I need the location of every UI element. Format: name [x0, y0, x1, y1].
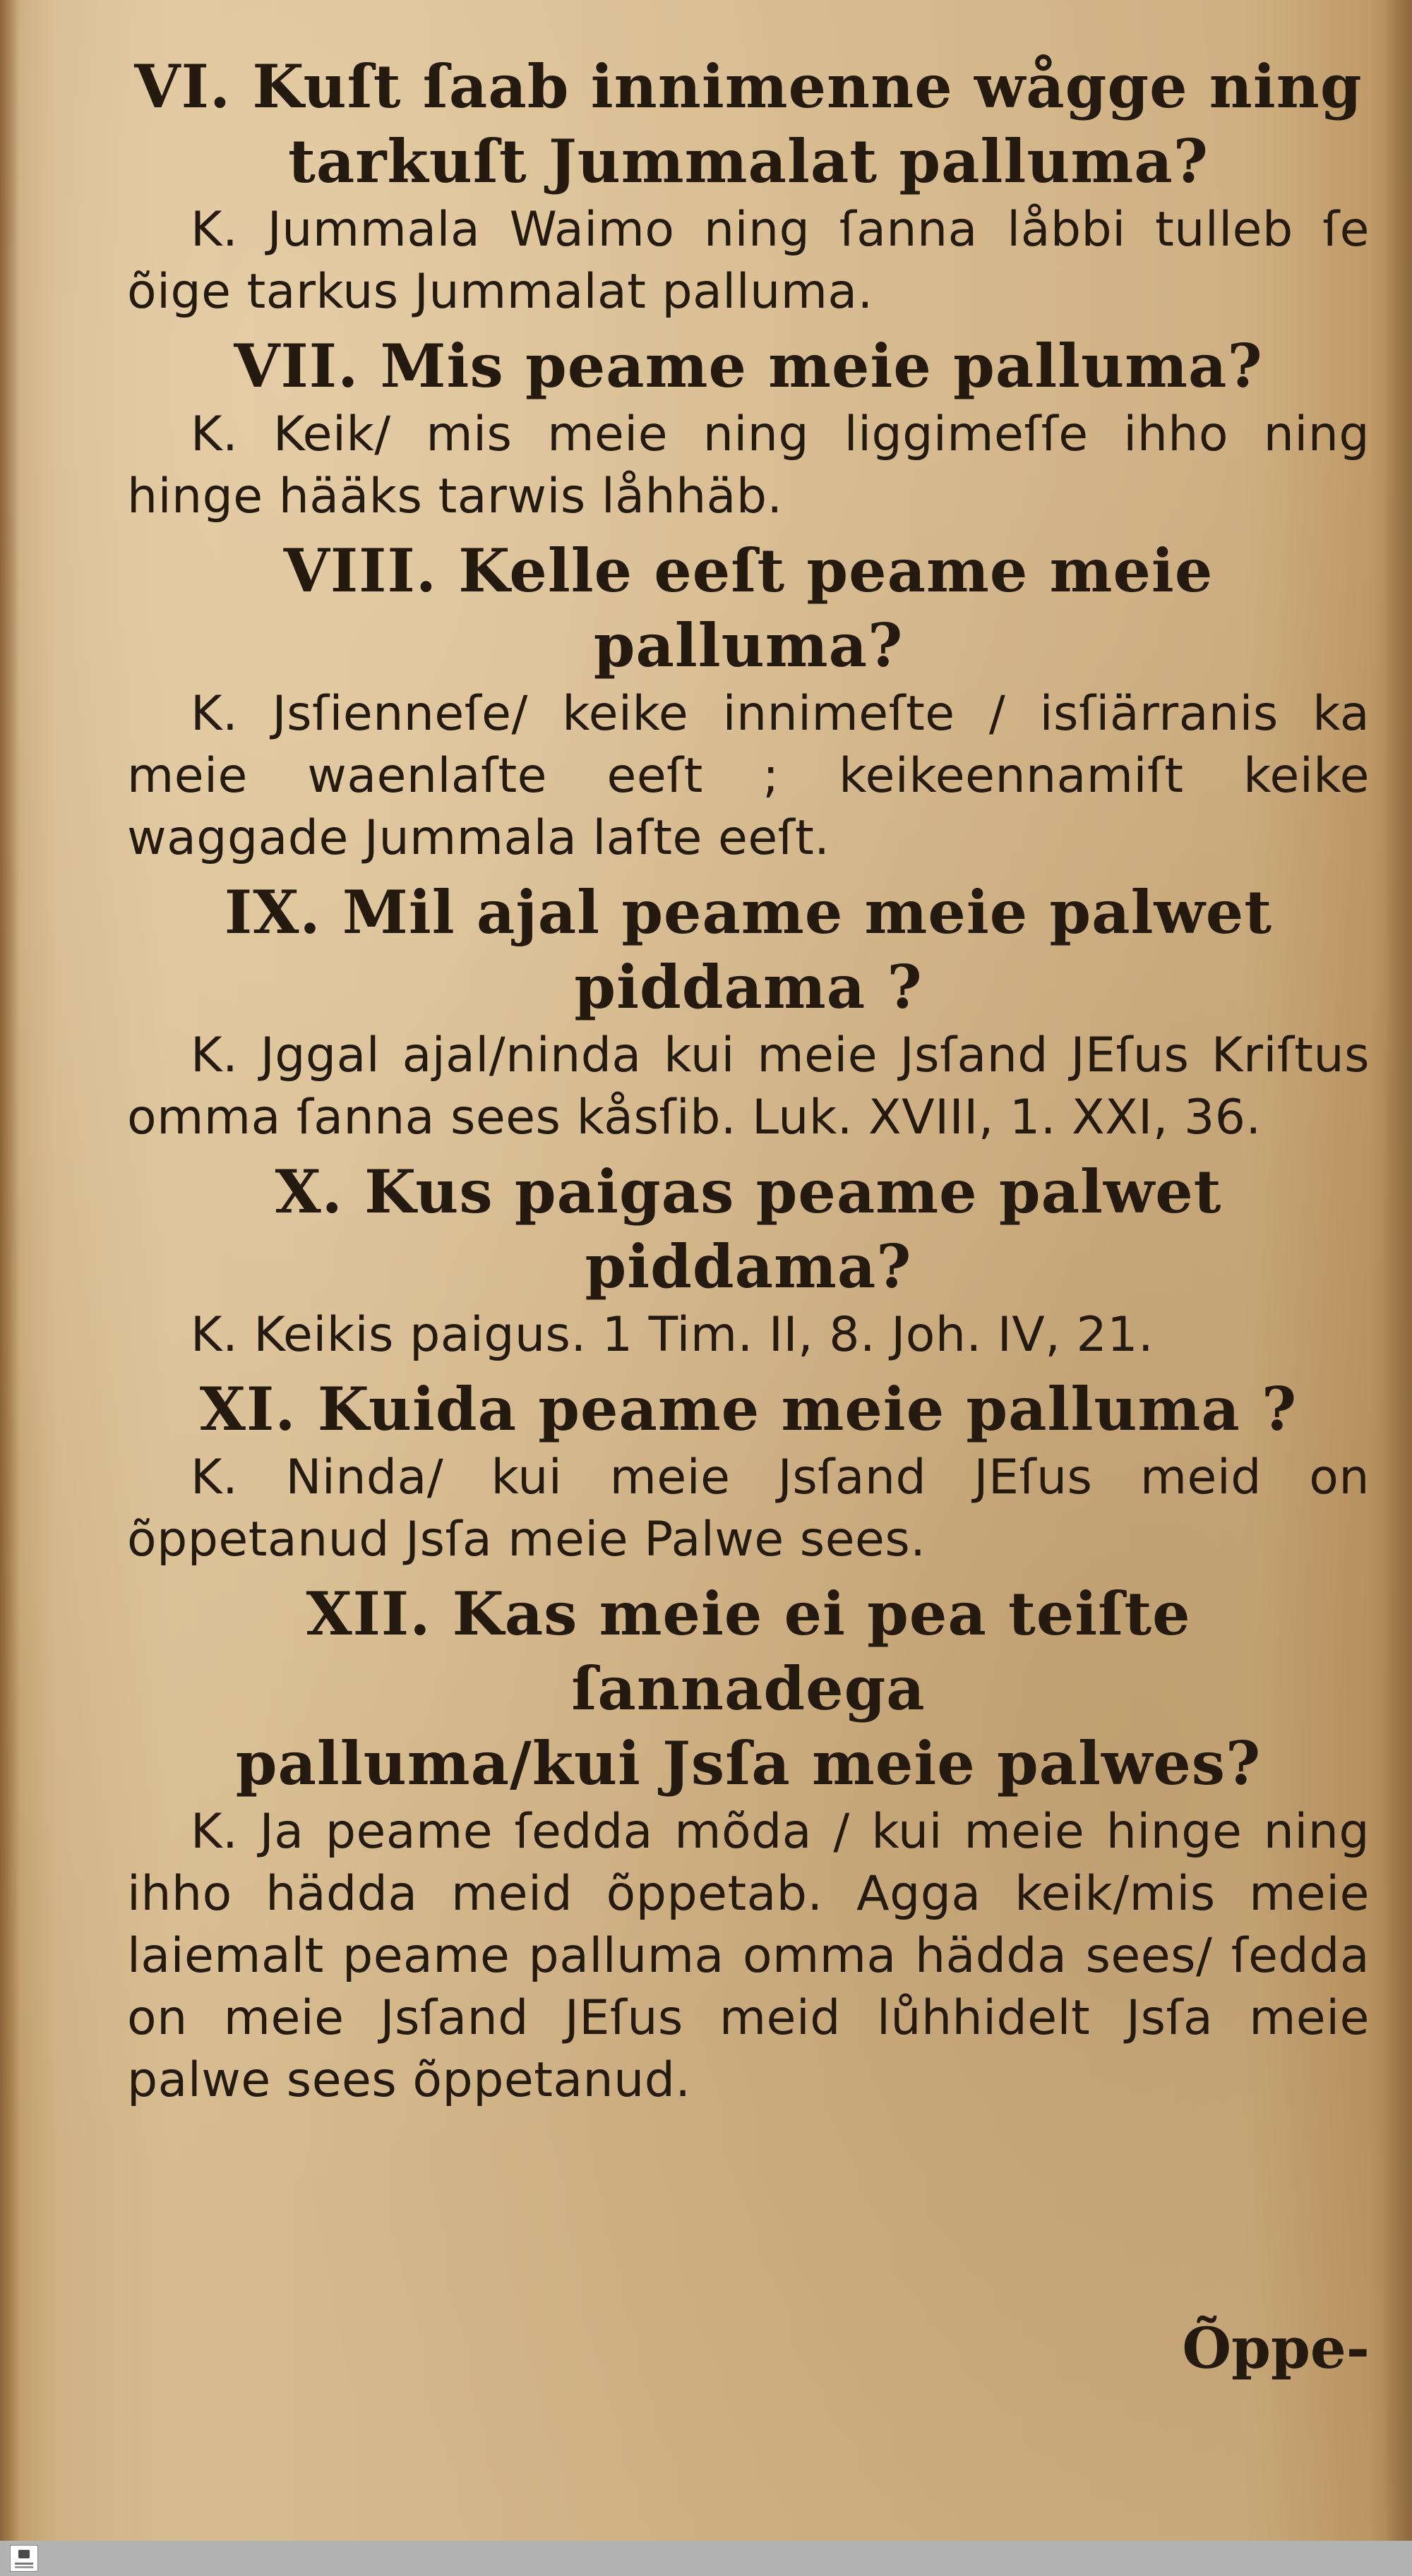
answer-xii: K. Ja peame ſedda mõda / kui meie hinge ning ihho hädda meid õppetab. Agga keik/mis meie laiemalt peame palluma omma hädda sees/ ſedda on meie Jsſand JEſus meid lůhhidelt Jsſa meie palwe sees õppetanud.: [127, 1804, 1370, 2108]
question-heading-ix: IX. Mil ajal peame meie palwet: [224, 877, 1273, 947]
page-text: [127, 49, 1370, 2112]
answer-vii: K. Keik/ mis meie ning liggimeſſe ihho ning hinge hääks tarwis låhhäb.: [127, 407, 1370, 524]
answer-x: K. Keikis paigus. 1 Tim. II, 8. Joh. IV, 21.: [191, 1307, 1154, 1363]
question-heading-vi: VI. Kuſt ſaab innimenne wågge ning: [134, 52, 1363, 121]
viewer-footer-bar: [0, 2541, 1412, 2576]
library-logo-icon[interactable]: [10, 2545, 38, 2572]
question-heading-vii: VII. Mis peame meie palluma?: [234, 331, 1263, 401]
question-heading-xii-cont: palluma/kui Jsſa meie palwes?: [235, 1728, 1262, 1798]
catchword: Õppe-: [1182, 2315, 1370, 2381]
question-heading-xi: XI. Kuida peame meie palluma ?: [199, 1374, 1298, 1444]
question-heading-viii: VIII. Kelle eeſt peame meie palluma?: [283, 536, 1214, 680]
answer-vi: K. Jummala Waimo ning ſanna låbbi tulleb ſe õige tarkus Jummalat palluma.: [127, 202, 1370, 320]
question-heading-vi-cont: tarkuſt Jummalat palluma?: [288, 126, 1209, 196]
question-heading-x-cont: piddama?: [585, 1232, 912, 1301]
answer-xi: K. Ninda/ kui meie Jsſand JEſus meid on õppetanud Jsſa meie Palwe sees.: [127, 1450, 1370, 1567]
answer-ix: K. Jggal ajal/ninda kui meie Jsſand JEſus Kriſtus omma ſanna sees kåsſib. Luk. XVIII, 1. XXI, 36.: [127, 1028, 1370, 1145]
question-heading-ix-cont: piddama ?: [574, 952, 923, 1022]
question-heading-x: X. Kus paigas peame palwet: [275, 1157, 1222, 1227]
answer-viii: K. Jsſienneſe/ keike innimeſte / isſiärranis ka meie waenlaſte eeſt ; keikeennamiſt keike waggade Jummala laſte eeſt.: [127, 686, 1370, 866]
question-heading-xii: XII. Kas meie ei pea teiſte ſannadega: [306, 1579, 1191, 1723]
